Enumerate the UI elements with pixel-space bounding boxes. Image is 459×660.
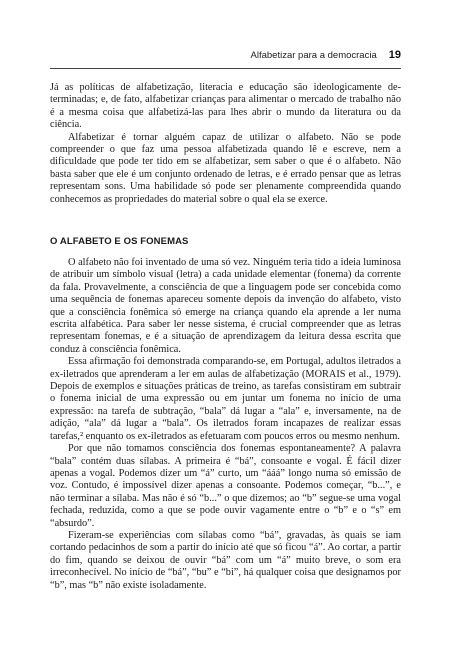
section-text-block [50, 257, 401, 592]
page-number: 19 [388, 49, 401, 61]
paragraph: Essa afirmação foi demonstrada comparando-se, em Portugal, adultos iletrados a ex-iletrados que aprenderam a ler em aulas de alfabetização (MORAIS et al., 1979). Depois de exemplos e situações práticas de treino, as tarefas consistiram em subtrair o fonema inicial de uma expressão ou em juntar um fonema no início de uma expressão: na tarefa de subtração, “bala” dá lugar a “ala” e, inversamente, na de adição, “ala” dá lugar a “bala”. Os iletrados foram incapazes de realizar essas tarefas,² enquanto os ex-iletrados as efetuaram com poucos erros ou mesmo nenhum. [50, 356, 401, 442]
paragraph: Por que não tomamos consciência dos fonemas espontaneamente? A palavra “bala” contém duas sílabas. A primeira é “bá”, consoante e vogal. É fácil dizer apenas a vogal. Podemos dizer um “á” curto, um “ááá” longo numa só emissão de voz. Contudo, é impossível dizer apenas a consoante. Podemos começar, “b...”, e não terminar a sílaba. Mas não é só “b...” o que dizemos; ao “b” segue-se uma vogal fechada, reduzida, como a que se pode ouvir vagamente entre o “b” e o “s” em “absurdo”. [50, 443, 401, 529]
section-heading: O ALFABETO E OS FONEMAS [50, 236, 189, 247]
paragraph: Alfabetizar é tornar alguém capaz de utilizar o alfabeto. Não se pode compreender o que faz uma pessoa alfabetizada quando lê e escreve, nem a dificuldade que pode ter tido em se alfabetizar, sem saber o que é o alfabeto. Não basta saber que ele é um conjunto ordenado de letras, e é errado pensar que as letras representam sons. Uma habilidade só pode ser plenamente compreendida quando conhecemos as propriedades do material sobre o qual ela se exerce. [50, 131, 401, 205]
header-rule [50, 68, 401, 69]
intro-text-block [50, 82, 401, 206]
running-header [50, 45, 401, 63]
running-title: Alfabetizar para a democracia [250, 50, 377, 61]
paragraph: Fizeram-se experiências com sílabas como “bá”, gravadas, às quais se iam cortando pedacinhos de som a partir do início até que só ficou “á”. Ao cortar, a partir do fim, quando se deixou de ouvir “bá” com um “á” muito breve, o som era irreconhecível. No início de “bá”, “bu” e “bi”, há qualquer coisa que designamos por “b”, mas “b” não existe isoladamente. [50, 529, 401, 591]
paragraph: Já as políticas de alfabetização, literacia e educação são ideologicamente determinadas; e, de fato, alfabetizar crianças para alimentar o mercado de trabalho não é a mesma coisa que alfabetizá-las para lhes abrir o mundo da literatura ou da ciência. [50, 82, 401, 131]
paragraph: O alfabeto não foi inventado de uma só vez. Ninguém teria tido a ideia luminosa de atribuir um símbolo visual (letra) a cada unidade elementar (fonema) da corrente da fala. Provavelmente, a consciência de que a linguagem pode ser concebida como uma sequência de fonemas apareceu somente depois da invenção do alfabeto, visto que a consciência fonêmica só emerge na criança quando ela aprende a ler numa escrita alfabética. Para saber ler nesse sistema, é crucial compreender que as letras representam fonemas, e é a situação de aprendizagem da leitura dessa escrita que conduz à consciência fonêmica. [50, 257, 401, 355]
